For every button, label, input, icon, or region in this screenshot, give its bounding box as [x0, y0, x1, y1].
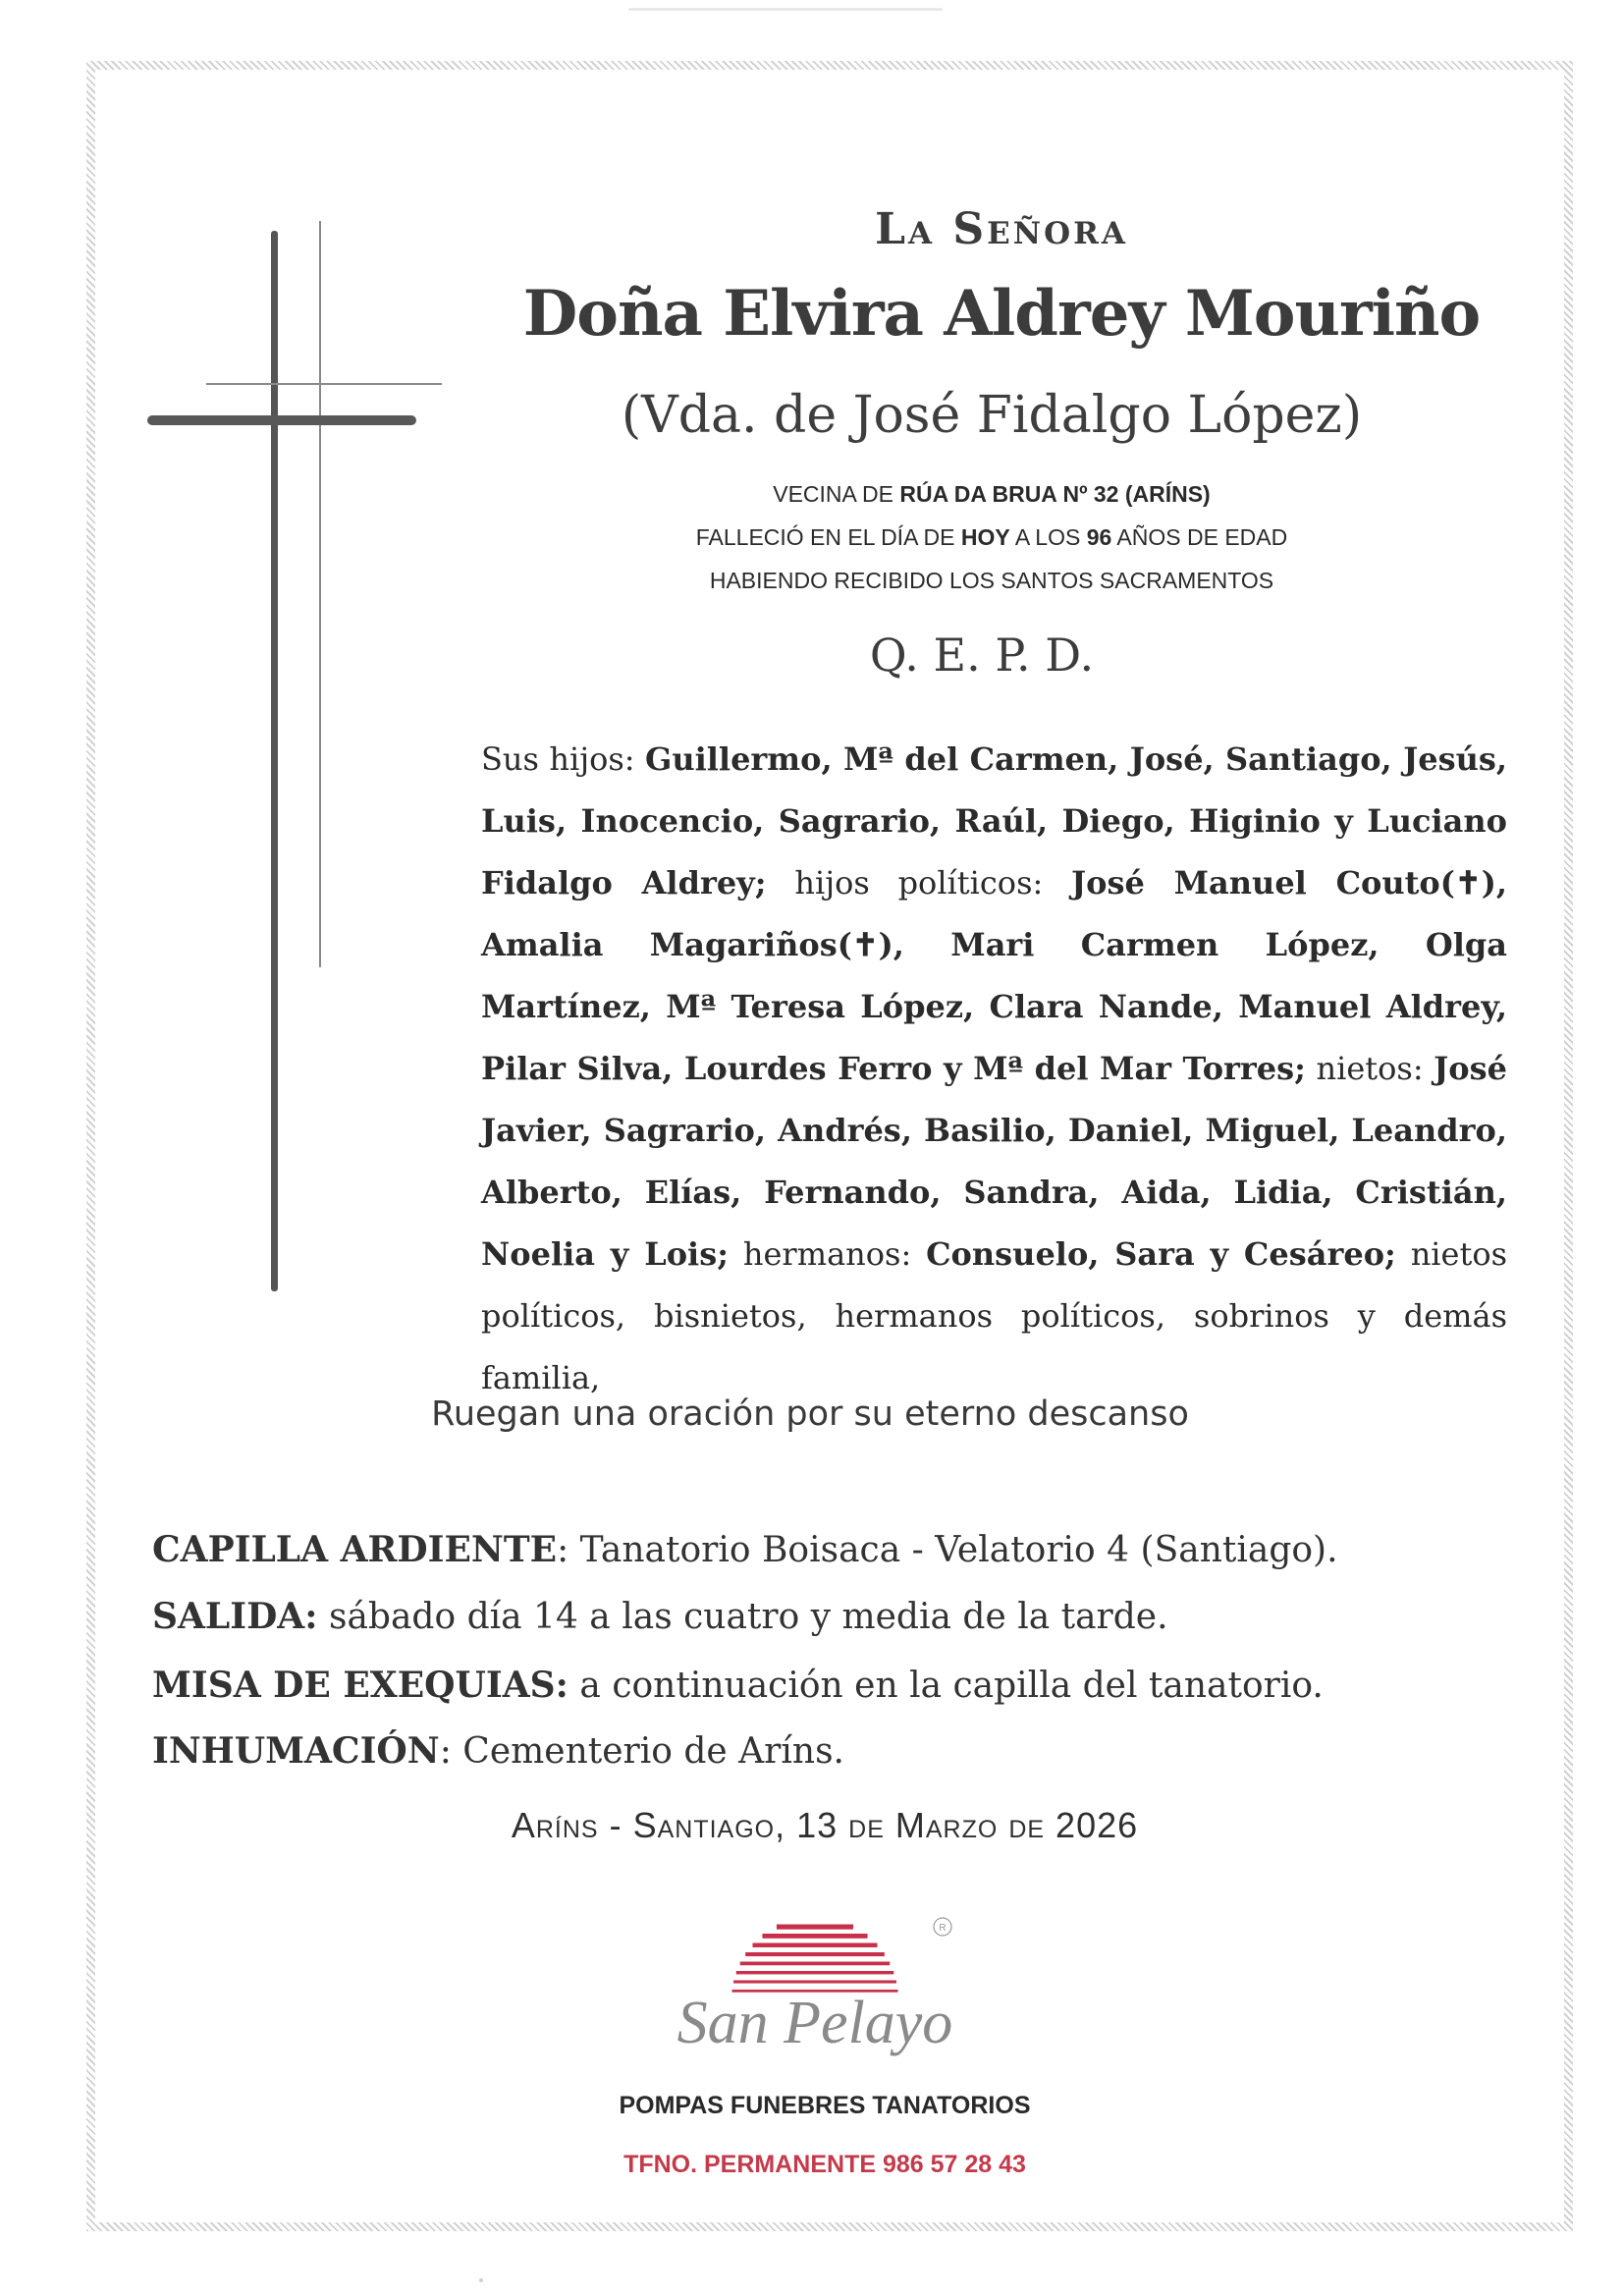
place-date: Aríns - Santiago, 13 de Marzo de 2026: [511, 1805, 1139, 1845]
info-text: AÑOS DE EDAD: [1111, 524, 1288, 550]
sun-stripe: [752, 1943, 877, 1947]
service-text: Cementerio de Aríns.: [462, 1731, 844, 1772]
nietos-names: José Javier, Sagrario, Andrés, Basilio, Daniel, Miguel, Leandro, Alberto, Elías, Fernando, Sandra, Aida, Lidia, Cristián, Noelia y Lois;: [481, 1050, 1508, 1273]
company-tagline: POMPAS FUNEBRES TANATORIOS: [619, 2092, 1031, 2119]
info-sacraments: HABIENDO RECIBIDO LOS SANTOS SACRAMENTOS: [709, 568, 1274, 593]
service-sep: [318, 1597, 329, 1637]
info-street: RÚA DA BRUA: [899, 481, 1057, 507]
family-rest: nietos políticos, bisnietos, hermanos políticos, sobrinos y demás familia,: [481, 1235, 1508, 1396]
service-label: SALIDA:: [152, 1596, 318, 1637]
service-text: sábado día 14 a las cuatro y media de la tarde.: [328, 1597, 1168, 1637]
hijos-names: Guillermo, Mª del Carmen, José, Santiago, Jesús, Luis, Inocencio, Sagrario, Raúl, Diego, Higinio y Luciano Fidalgo Aldrey;: [481, 740, 1508, 902]
info-age: 96: [1086, 524, 1112, 550]
scan-mark: [628, 8, 943, 11]
service-salida: [152, 1596, 1478, 1637]
sun-stripe: [745, 1952, 885, 1956]
scan-speck: [479, 2278, 483, 2282]
politicos-names: José Manuel Couto(✝), Amalia Magariños(✝), Mari Carmen López, Olga Martínez, Mª Teresa López, Clara Nande, Manuel Aldrey, Pilar Silva, Lourdes Ferro y Mª del Mar Torres;: [481, 864, 1507, 1087]
family-paragraph: [481, 729, 1507, 1409]
registered-letter: R: [939, 1923, 947, 1934]
info-text: FALLECIÓ EN EL DÍA DE: [695, 524, 961, 550]
info-text: VECINA DE: [773, 481, 900, 507]
deceased-name: Doña Elvira Aldrey Mouriño: [522, 277, 1481, 351]
info-death: [550, 524, 1434, 551]
info-hoy: HOY: [960, 524, 1010, 550]
service-text: a continuación en la capilla del tanatorio.: [579, 1666, 1324, 1706]
widow-of: (Vda. de José Fidalgo López): [621, 386, 1363, 445]
service-text: Tanatorio Boisaca - Velatorio 4 (Santiago).: [579, 1530, 1338, 1570]
logo-text: San Pelayo: [676, 1990, 953, 2056]
service-capilla: [152, 1529, 1478, 1570]
hijos-label: Sus hijos:: [481, 740, 645, 778]
cross-icon: [147, 221, 442, 1291]
sun-stripe: [740, 1962, 891, 1966]
politicos-label: hijos políticos:: [766, 864, 1072, 902]
qepd: Q. E. P. D.: [869, 629, 1095, 682]
logo-sun-stripes: [731, 1925, 897, 1993]
service-label: INHUMACIÓN: [152, 1730, 440, 1772]
info-text: A LOS: [1009, 524, 1087, 550]
nietos-label: nietos:: [1305, 1050, 1434, 1087]
sun-stripe: [736, 1971, 894, 1974]
san-pelayo-logo: [648, 1905, 982, 2082]
service-sep: :: [557, 1530, 580, 1570]
la-senora-heading: La Señora: [875, 204, 1128, 254]
service-label: CAPILLA ARDIENTE: [152, 1529, 558, 1570]
hermanos-label: hermanos:: [729, 1235, 927, 1273]
phone-number: TFNO. PERMANENTE 986 57 28 43: [623, 2151, 1026, 2178]
sun-stripe: [777, 1925, 853, 1930]
sun-stripe: [733, 1981, 896, 1984]
service-label: MISA DE EXEQUIAS:: [152, 1665, 568, 1706]
info-number: Nº 32 (ARÍNS): [1056, 481, 1211, 507]
prayer-request: Ruegan una oración por su eterno descanso: [431, 1394, 1189, 1434]
sun-stripe: [762, 1934, 867, 1939]
hermanos-names: Consuelo, Sara y Cesáreo;: [926, 1235, 1396, 1273]
service-sep: :: [439, 1731, 463, 1772]
service-inhumacion: [152, 1730, 1478, 1772]
info-residence: [550, 481, 1434, 508]
service-sep: [568, 1666, 579, 1706]
service-misa: [152, 1665, 1478, 1706]
